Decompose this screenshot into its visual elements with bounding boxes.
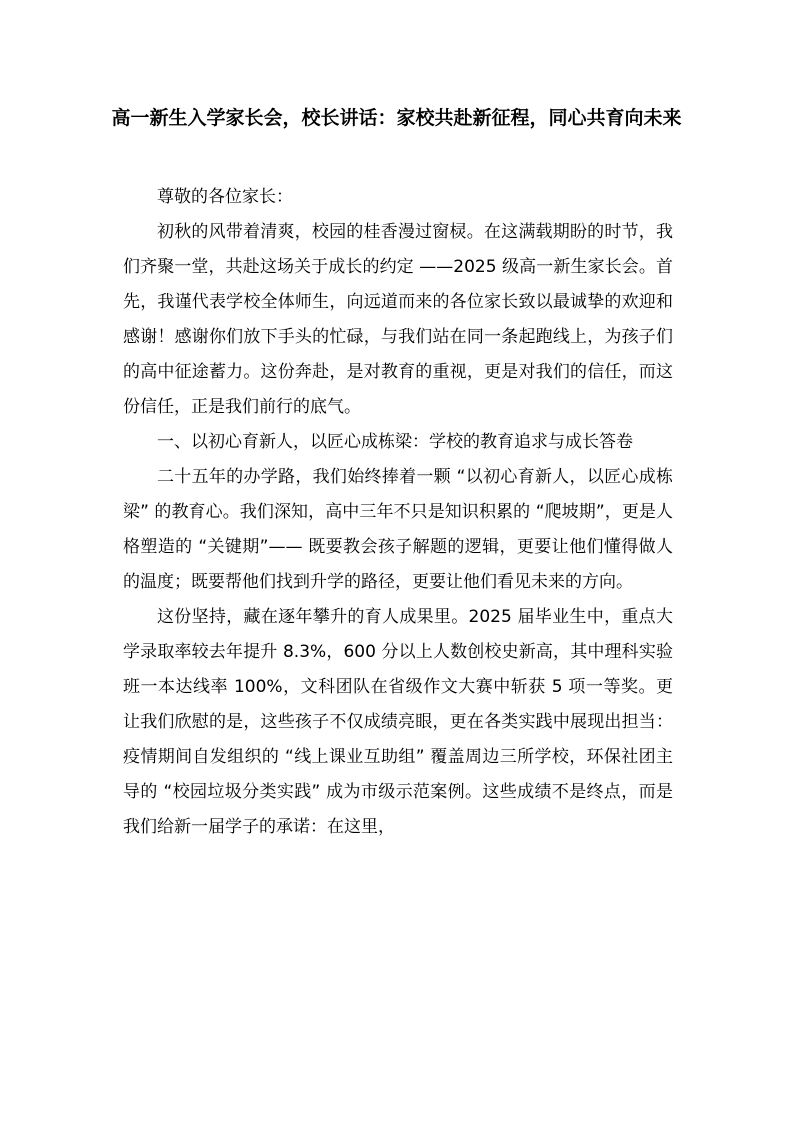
document-body (123, 180, 673, 845)
opening-paragraph: 初秋的风带着清爽，校园的桂香漫过窗棂。在这满载期盼的时节，我们齐聚一堂，共赴这场关于成长的约定 ——2025 级高一新生家长会。首先，我谨代表学校全体师生，向远道而来的各位家长致以最诚挚的欢迎和感谢！感谢你们放下手头的忙碌，与我们站在同一条起跑线上，为孩子们的高中征途蓄力。这份奔赴，是对教育的重视，更是对我们的信任，而这份信任，正是我们前行的底气。 (123, 222, 673, 417)
philosophy-paragraph: 二十五年的办学路，我们始终捧着一颗 “以初心育新人，以匠心成栋梁” 的教育心。我们深知，高中三年不只是知识积累的 “爬坡期”，更是人格塑造的 “关键期”—— 既要教会孩子解题的逻辑，更要让他们懂得做人的温度；既要帮他们找到升学的路径，更要让他们看见未来的方向。 (123, 467, 673, 592)
achievements-paragraph: 这份坚持，藏在逐年攀升的育人成果里。2025 届毕业生中，重点大学录取率较去年提升 8.3%，600 分以上人数创校史新高，其中理科实验班一本达线率 100%，文科团队在省级作文大赛中斩获 5 项一等奖。更让我们欣慰的是，这些孩子不仅成绩亮眼，更在各类实践中展现出担当：疫情期间自发组织的 “线上课业互助组” 覆盖周边三所学校，环保社团主导的 “校园垃圾分类实践” 成为市级示范案例。这些成绩不是终点，而是我们给新一届学子的承诺：在这里， (123, 607, 673, 837)
document-title: 高一新生入学家长会，校长讲话：家校共赴新征程，同心共育向未来 (111, 107, 682, 129)
greeting-paragraph: 尊敬的各位家长： (157, 187, 293, 207)
section-heading-1: 一、以初心育新人，以匠心成栋梁：学校的教育追求与成长答卷 (157, 432, 633, 452)
